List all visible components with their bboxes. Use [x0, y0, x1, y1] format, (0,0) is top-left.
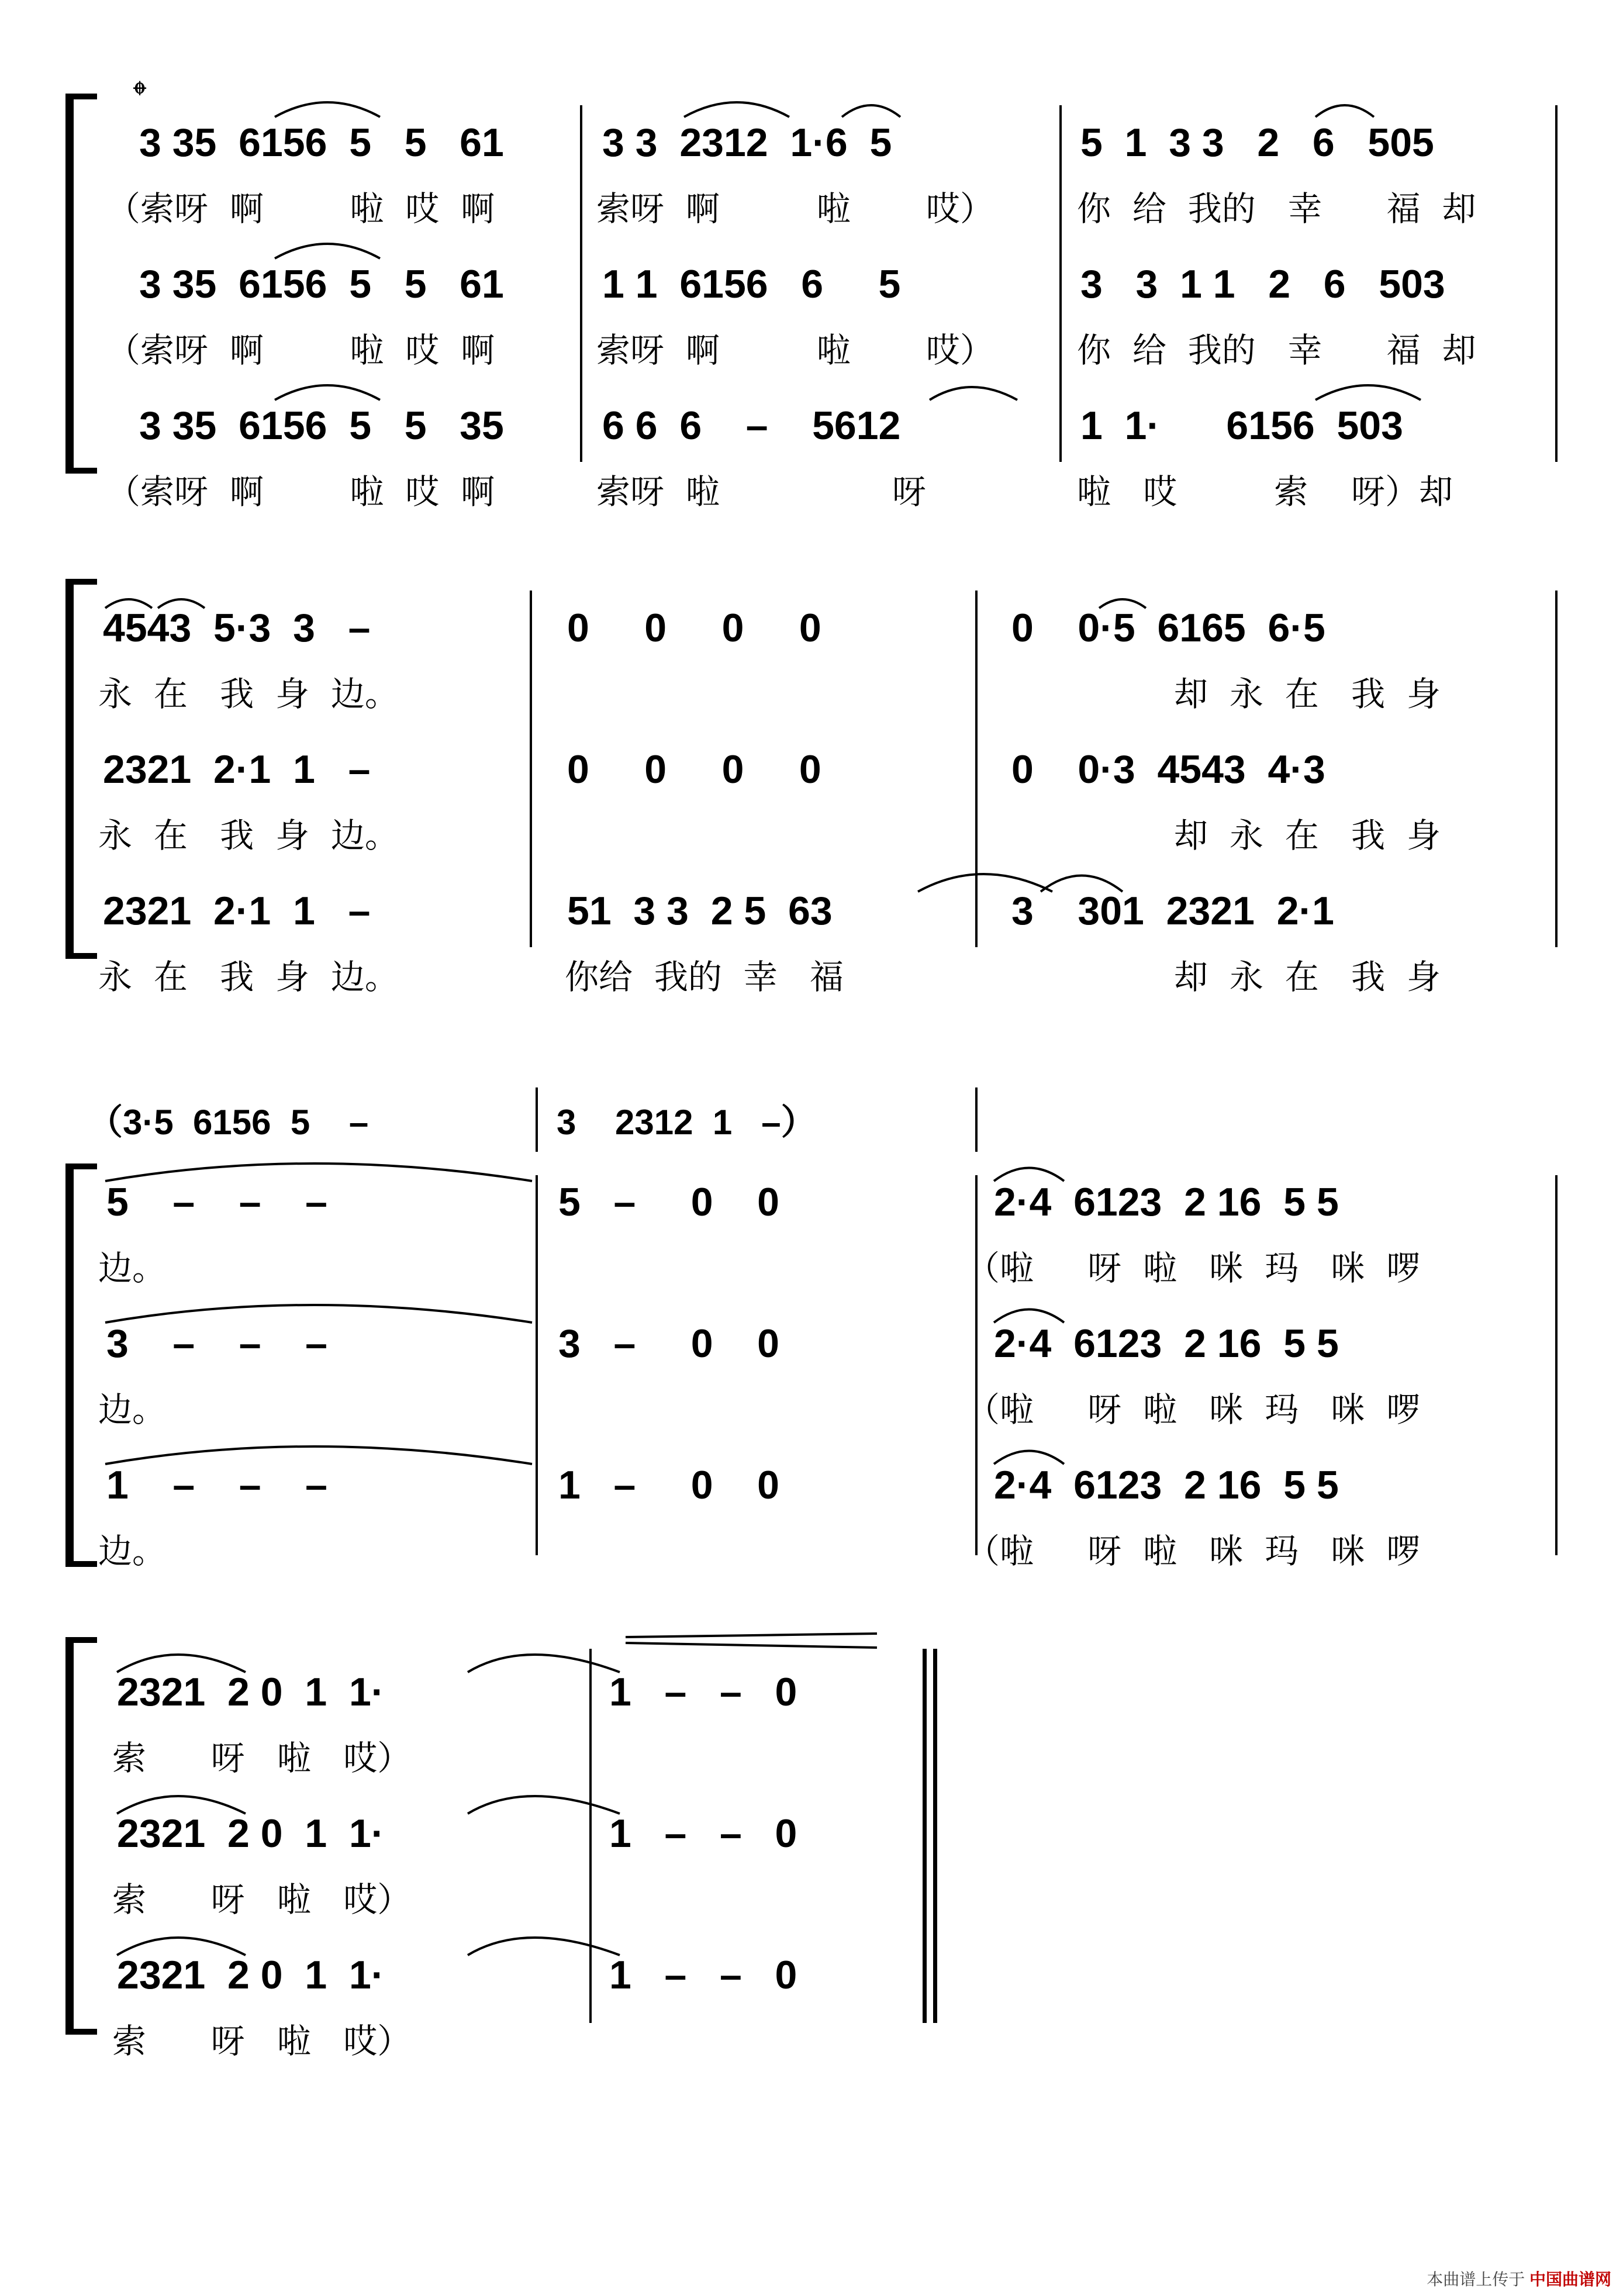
notation-measure: 1 – – 0 — [609, 1811, 797, 1856]
notation-measure: 1 1 6156 6 5 — [602, 262, 901, 306]
lyric-line: 却 永 在 我 身 — [1174, 816, 1441, 855]
notation-measure: 2·4 6123 2 16 5 5 — [994, 1321, 1339, 1366]
notation-measure: 2321 2 0 1 1· — [117, 1953, 385, 1997]
notation-measure: 1 – 0 0 — [558, 1463, 779, 1507]
lyric-line: （索呀 啊 啦 哎 啊 — [106, 330, 495, 370]
lyric-line: 你 给 我的 幸 福 却 — [1077, 189, 1476, 229]
segno-sign: 𝄌 — [133, 74, 147, 116]
lyric-line: 边。 — [98, 1531, 167, 1571]
lyric-line: 边。 — [98, 1248, 167, 1288]
notation-measure: 2·4 6123 2 16 5 5 — [994, 1180, 1339, 1224]
footer-watermark — [1427, 2267, 1611, 2290]
lyric-line: 却 永 在 我 身 — [1174, 957, 1441, 997]
lyric-line: 永 在 我 身 边。 — [98, 957, 399, 997]
notation-measure: 2321 2 0 1 1· — [117, 1811, 385, 1856]
notation-measure: 5 1 3 3 2 6 505 — [1080, 120, 1434, 165]
lyric-line: （啦 呀 啦 咪 玛 咪 啰 — [966, 1390, 1421, 1430]
lyric-line: 索呀 啊 啦 哎） — [596, 330, 994, 370]
lyric-line: （啦 呀 啦 咪 玛 咪 啰 — [966, 1531, 1421, 1571]
notation-measure: 0 0·3 4543 4·3 — [1011, 747, 1325, 792]
notation-measure: 3 3 1 1 2 6 503 — [1080, 262, 1445, 306]
notation-measure: 2321 2 0 1 1· — [117, 1670, 385, 1714]
notation-measure: 4543 5·3 3 – — [103, 606, 371, 650]
notation-measure: 3 35 6156 5 5 61 — [139, 120, 504, 165]
footer-brand: 中国曲谱网 — [1529, 2270, 1611, 2288]
notation-measure: 2·4 6123 2 16 5 5 — [994, 1463, 1339, 1507]
notation-measure: 51 3 3 2 5 63 — [567, 889, 833, 933]
notation-measure: 5 – – – — [106, 1180, 327, 1224]
lyric-line: 索 呀 啦 哎） — [112, 1880, 412, 1919]
lyric-line: 却 永 在 我 身 — [1174, 674, 1441, 714]
lyric-line: 索呀 啦 呀 — [596, 472, 926, 512]
notation-measure: 2321 2·1 1 – — [103, 889, 371, 933]
notation-measure: 0 0 0 0 — [567, 606, 821, 650]
intro-measure: （3·5 6156 5 – — [88, 1103, 369, 1142]
footer-text: 本曲谱上传于 — [1427, 2270, 1525, 2288]
notation-measure: 5 – 0 0 — [558, 1180, 779, 1224]
lyric-line: 索 呀 啦 哎） — [112, 2021, 412, 2061]
lyric-line: 边。 — [98, 1390, 167, 1430]
notation-measure: 1 – – 0 — [609, 1670, 797, 1714]
lyric-line: 索 呀 啦 哎） — [112, 1738, 412, 1778]
lyric-line: 永 在 我 身 边。 — [98, 816, 399, 855]
lyric-line: 索呀 啊 啦 哎） — [596, 189, 994, 229]
notation-measure: 0 0 0 0 — [567, 747, 821, 792]
intro-measure: 3 2312 1 –） — [557, 1103, 816, 1142]
lyric-line: （索呀 啊 啦 哎 啊 — [106, 189, 495, 229]
notation-measure: 6 6 6 – 5612 — [602, 403, 901, 448]
notation-measure: 0 0·5 6165 6·5 — [1011, 606, 1325, 650]
notation-measure: 1 – – – — [106, 1463, 327, 1507]
notation-measure: 3 – 0 0 — [558, 1321, 779, 1366]
lyric-line: （索呀 啊 啦 哎 啊 — [106, 472, 495, 512]
lyric-line: 啦 哎 索 呀）却 — [1077, 472, 1453, 512]
notation-measure: 3 – – – — [106, 1321, 327, 1366]
lyric-line: 永 在 我 身 边。 — [98, 674, 399, 714]
notation-measure: 3 3 2312 1·6 5 — [602, 120, 892, 165]
lyric-line: 你 给 我的 幸 福 却 — [1077, 330, 1476, 370]
notation-measure: 3 35 6156 5 5 61 — [139, 262, 504, 306]
notation-measure: 2321 2·1 1 – — [103, 747, 371, 792]
notation-measure: 1 – – 0 — [609, 1953, 797, 1997]
lyric-line: 你给 我的 幸 福 — [565, 957, 844, 997]
notation-measure: 3 35 6156 5 5 35 — [139, 403, 504, 448]
notation-measure: 3 301 2321 2·1 — [1011, 889, 1334, 933]
lyric-line: （啦 呀 啦 咪 玛 咪 啰 — [966, 1248, 1421, 1288]
notation-measure: 1 1· 6156 503 — [1080, 403, 1403, 448]
